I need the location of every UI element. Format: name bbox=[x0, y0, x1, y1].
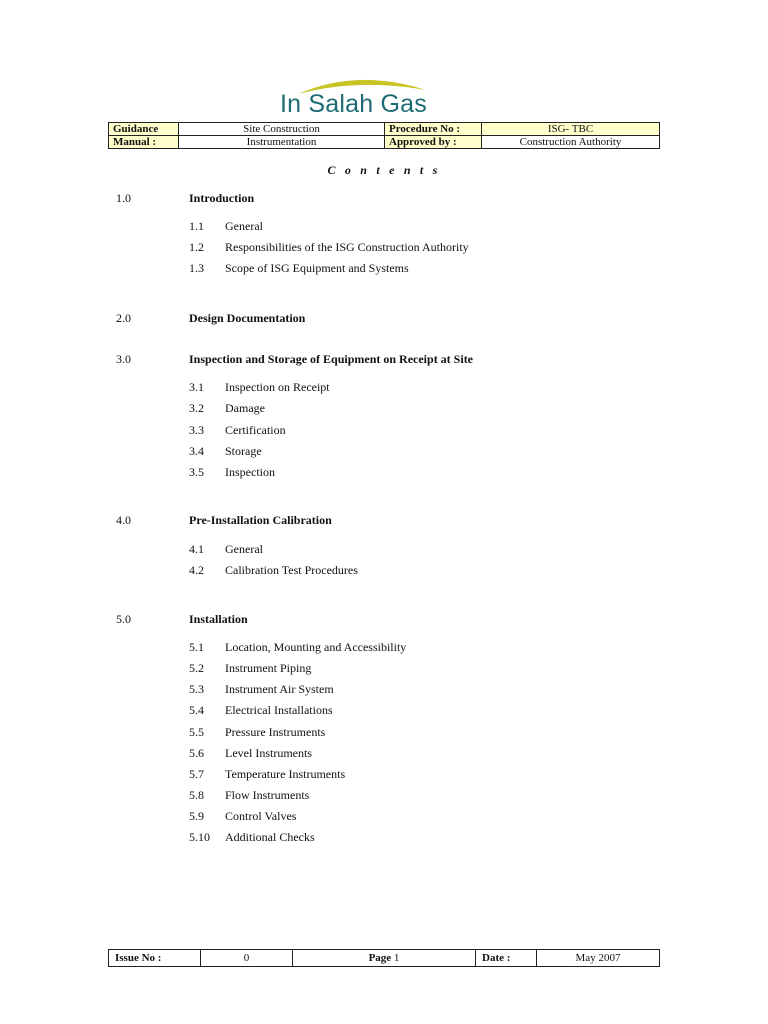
page-label: Page bbox=[368, 952, 392, 964]
subsection-number: 4.2 bbox=[189, 563, 204, 577]
subsection-title: Inspection bbox=[225, 465, 275, 479]
subsection-title: Control Valves bbox=[225, 809, 297, 823]
subsection-number: 5.3 bbox=[189, 682, 204, 696]
subsection-number: 3.4 bbox=[189, 444, 204, 458]
manual-label: Manual : bbox=[109, 136, 179, 149]
section-title: Installation bbox=[189, 612, 248, 626]
page-number: 1 bbox=[393, 952, 400, 964]
section-number: 5.0 bbox=[116, 612, 131, 626]
subsection-number: 1.2 bbox=[189, 240, 204, 254]
document-header-table bbox=[108, 122, 660, 149]
section-number: 3.0 bbox=[116, 352, 131, 366]
subsection-title: Electrical Installations bbox=[225, 703, 333, 717]
document-footer-table bbox=[108, 949, 660, 967]
subsection-title: Inspection on Receipt bbox=[225, 380, 330, 394]
subsection-title: Responsibilities of the ISG Construction Authority bbox=[225, 240, 469, 254]
subsection-number: 5.10 bbox=[189, 830, 210, 844]
section-title: Design Documentation bbox=[189, 311, 306, 325]
subsection-number: 5.5 bbox=[189, 725, 204, 739]
subsection-number: 1.3 bbox=[189, 261, 204, 275]
approved-value: Construction Authority bbox=[482, 136, 660, 149]
subsection-number: 5.8 bbox=[189, 788, 204, 802]
subsection-number: 5.2 bbox=[189, 661, 204, 675]
subsection-number: 3.2 bbox=[189, 401, 204, 415]
company-logo bbox=[268, 74, 468, 120]
issue-value: 0 bbox=[201, 950, 293, 967]
subsection-number: 5.4 bbox=[189, 703, 204, 717]
subsection-title: Storage bbox=[225, 444, 262, 458]
section-title: Introduction bbox=[189, 191, 255, 205]
section-number: 1.0 bbox=[116, 191, 131, 205]
contents-title: C o n t e n t s bbox=[327, 163, 441, 177]
issue-label: Issue No : bbox=[109, 950, 201, 967]
section-number: 4.0 bbox=[116, 513, 131, 527]
page-cell bbox=[293, 950, 476, 967]
subsection-number: 5.1 bbox=[189, 640, 204, 654]
subsection-title: Additional Checks bbox=[225, 830, 315, 844]
subsection-title: Instrument Piping bbox=[225, 661, 312, 675]
date-label: Date : bbox=[476, 950, 537, 967]
guidance-value-line2: Instrumentation bbox=[179, 136, 385, 149]
procedure-label: Procedure No : bbox=[385, 123, 482, 136]
subsection-title: General bbox=[225, 542, 263, 556]
subsection-number: 4.1 bbox=[189, 542, 204, 556]
subsection-number: 3.1 bbox=[189, 380, 204, 394]
section-title: Inspection and Storage of Equipment on Receipt at Site bbox=[189, 352, 474, 366]
subsection-title: Location, Mounting and Accessibility bbox=[225, 640, 407, 654]
subsection-title: Instrument Air System bbox=[225, 682, 334, 696]
subsection-number: 5.6 bbox=[189, 746, 204, 760]
section-title: Pre-Installation Calibration bbox=[189, 513, 332, 527]
procedure-value: ISG- TBC bbox=[482, 123, 660, 136]
section-number: 2.0 bbox=[116, 311, 131, 325]
subsection-number: 3.3 bbox=[189, 423, 204, 437]
subsection-title: Calibration Test Procedures bbox=[225, 563, 358, 577]
subsection-title: Certification bbox=[225, 423, 286, 437]
date-value: May 2007 bbox=[537, 950, 660, 967]
subsection-number: 3.5 bbox=[189, 465, 204, 479]
guidance-value-line1: Site Construction bbox=[179, 123, 385, 136]
subsection-title: Damage bbox=[225, 401, 265, 415]
subsection-number: 1.1 bbox=[189, 219, 204, 233]
logo-text: In Salah Gas bbox=[280, 90, 427, 118]
subsection-title: Pressure Instruments bbox=[225, 725, 326, 739]
subsection-title: General bbox=[225, 219, 263, 233]
subsection-number: 5.7 bbox=[189, 767, 204, 781]
subsection-title: Temperature Instruments bbox=[225, 767, 346, 781]
guidance-label: Guidance bbox=[109, 123, 179, 136]
approved-label: Approved by : bbox=[385, 136, 482, 149]
subsection-title: Scope of ISG Equipment and Systems bbox=[225, 261, 409, 275]
subsection-title: Flow Instruments bbox=[225, 788, 310, 802]
subsection-title: Level Instruments bbox=[225, 746, 312, 760]
subsection-number: 5.9 bbox=[189, 809, 204, 823]
